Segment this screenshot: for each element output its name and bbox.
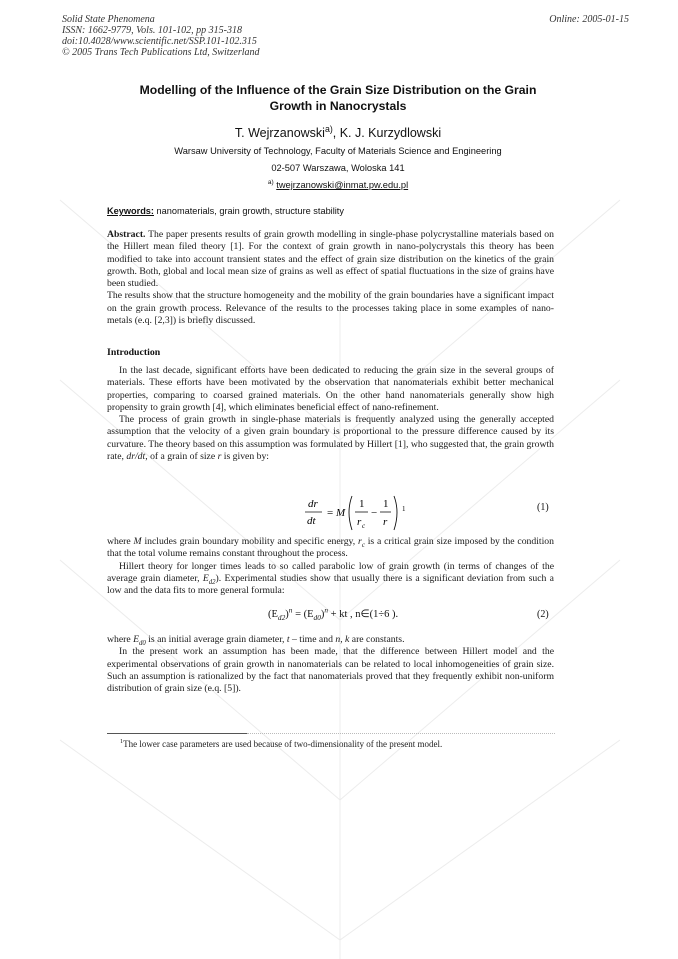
svg-text:1: 1 [359, 498, 365, 510]
svg-text:dr: dr [308, 498, 318, 510]
introduction-heading: Introduction [107, 347, 161, 358]
intro-paragraph-1 [107, 365, 554, 463]
issn-line: ISSN: 1662-9779, Vols. 101-102, pp 315-318 [62, 25, 242, 36]
keywords-text: nanomaterials, grain growth, structure stability [153, 206, 344, 216]
footnote-divider-dotted [247, 733, 555, 734]
email-line [95, 180, 581, 190]
equation-1 [302, 493, 422, 538]
author-separator: , [332, 126, 340, 140]
intro-p3: where M includes grain boundary mobility and specific energy, $r_c$ is a critical grain size imposed by the condition that the total volume remains constant throughout the process. [107, 536, 554, 560]
svg-text:dt: dt [307, 515, 316, 527]
email-marker: a) [267, 178, 274, 186]
svg-text:r: r [357, 516, 362, 528]
abstract [107, 229, 554, 327]
authors-line [95, 123, 581, 140]
online-date: Online: 2005-01-15 [549, 14, 629, 25]
svg-text:1: 1 [383, 498, 389, 510]
author-1: T. Wejrzanowski [234, 126, 325, 140]
intro-paragraph-3 [107, 634, 554, 695]
svg-text:−: − [371, 507, 378, 519]
abstract-text: The paper presents results of grain growth modelling in single-phase polycrystalline materials based on the Hillert mean filed theory [1]. For the context of grain growth in nano-polycrystals this theory has been modified to take into account transient states and the effect of grain size distribution on the kinetics of the grain growth. Both, global and local mean size of grains as well as effect of spatial fluctuations in the size of grains have been studied. [107, 229, 554, 290]
title-line-1: Modelling of the Influence of the Grain Size Distribution on the Grain [139, 83, 537, 97]
keywords-label: Keywords: [107, 206, 154, 216]
footnote [120, 739, 442, 749]
equation-1-graphic [302, 493, 422, 535]
footnote-text: The lower case parameters are used because of two-dimensionality of the present model. [123, 739, 443, 749]
svg-text:r: r [383, 516, 388, 528]
copyright-line: © 2005 Trans Tech Publications Ltd, Switzerland [62, 47, 260, 58]
author-email-link[interactable]: twejrzanowski@inmat.pw.edu.pl [276, 180, 409, 190]
affiliation-line-1: Warsaw University of Technology, Faculty of Materials Science and Engineering [174, 146, 502, 156]
journal-name: Solid State Phenomena [62, 14, 155, 25]
equation-2: $(E_{d2})^n = (E_{d0})^n$ + kt , n∈(1÷6 ). [268, 605, 399, 623]
title-line-2: Growth in Nanocrystals [269, 99, 407, 113]
equation-1-number: (1) [537, 502, 549, 513]
paper-title [95, 82, 581, 114]
intro-p1: In the last decade, significant efforts have been dedicated to reducing the grain size in the several groups of materials. These efforts have been motivated by the observation that nanomaterials exhibit better mechanical properties, comparing to coarsed grained materials. On the other hand nanomaterials generally show high propensity to grain growth [4], which eliminates beneficial effect of nano-refinement. [107, 365, 554, 413]
author-1-marker: a) [324, 123, 333, 134]
affiliation-line-2: 02-507 Warszawa, Woloska 141 [271, 163, 405, 173]
intro-p4: Hillert theory for longer times leads to so called parabolic low of grain growth (in terms of changes of the average grain diameter, $E_{d2}$). Experimental studies show that usually there is a significant deviation from such a low and the data fits to more general formula: [107, 560, 554, 597]
doi-line: doi:10.4028/www.scientific.net/SSP.101-102.315 [62, 36, 257, 47]
author-2: K. J. Kurzydlowski [339, 126, 442, 140]
intro-p6: In the present work an assumption has been made, that the difference between Hillert model and the experimental observations of grain growth in nanomaterials can be related to local inhomogeneities of grain size. Such an assumption is rationalized by the fact that nanomaterials proved that they frequently exhibit non-uniform distribution of grain size (e.q. [5]). [107, 646, 554, 695]
intro-p5: where $E_{d0}$ is an initial average grain diameter, t – time and n, k are constants. [107, 634, 405, 647]
svg-text:c: c [362, 522, 366, 530]
journal-header [62, 14, 629, 58]
abstract-label: Abstract. [107, 229, 146, 240]
footnote-divider [107, 733, 247, 734]
svg-text:1: 1 [402, 505, 406, 513]
abstract-text-2: The results show that the structure homogeneity and the mobility of the grain boundaries have a significant impact on the grain growth process. Relevance of the results to the processes taking place in some examples of nano-metals (e.q. [2,3]) is briefly discussed. [107, 290, 554, 327]
svg-text:=: = [327, 507, 334, 519]
footnote-marker: 1 [120, 738, 124, 745]
equation-2-number: (2) [537, 609, 549, 620]
svg-text:M: M [336, 507, 346, 519]
intro-p2: The process of grain growth in single-phase materials is frequently analyzed using the generally accepted assumption that the velocity of a given grain boundary is proportional to the pressure difference caused by its curvature. The theory based on this assumption was formulated by Hillert [1], who suggested that, the grain growth rate, dr/dt, of a grain of size r is given by: [107, 414, 554, 463]
intro-paragraph-2 [107, 536, 554, 597]
keywords [107, 206, 344, 216]
